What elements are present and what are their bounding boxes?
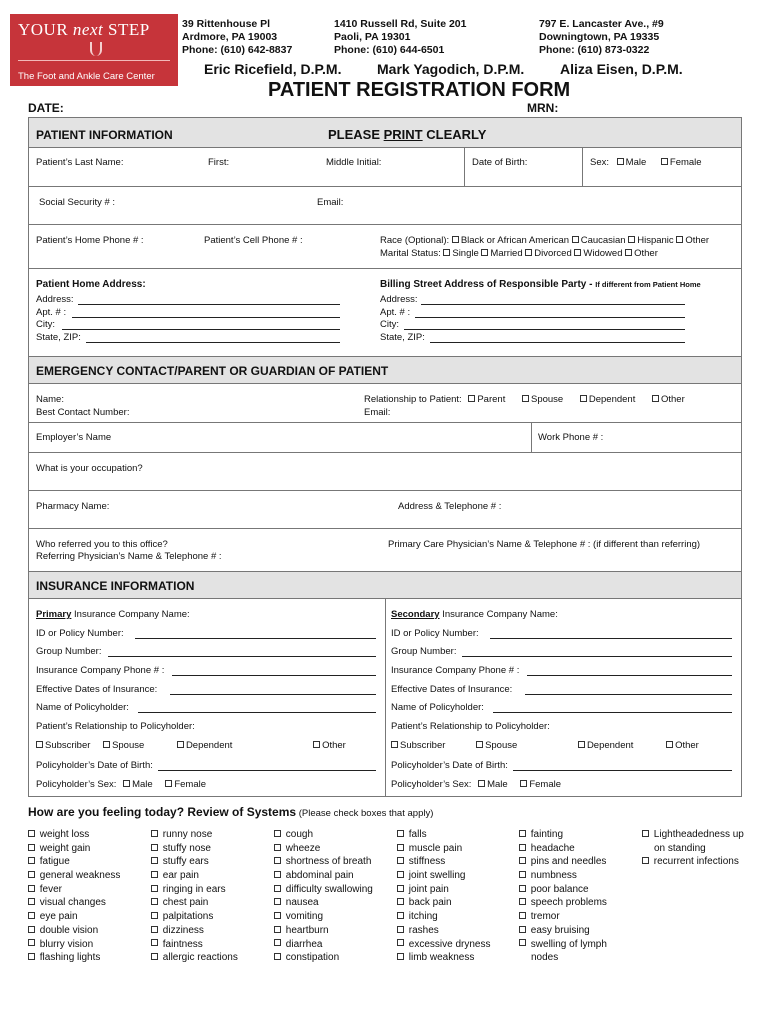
divider: [28, 490, 742, 491]
relationship-option: Parent: [477, 394, 506, 405]
checkbox-icon[interactable]: [519, 885, 526, 892]
primary-effective-input[interactable]: [170, 694, 376, 695]
checkbox-icon[interactable]: [522, 395, 529, 402]
doctor-name: Aliza Eisen, D.P.M.: [560, 61, 683, 77]
doctor-name: Mark Yagodich, D.P.M.: [377, 61, 525, 77]
ros-item[interactable]: diarrhea: [274, 938, 373, 952]
email-field[interactable]: Email:: [317, 197, 344, 208]
ph-sex-male: Male: [132, 779, 153, 790]
ros-item[interactable]: ear pain: [151, 869, 238, 883]
secondary-id-input[interactable]: [490, 638, 732, 639]
ros-item[interactable]: wheeze: [274, 842, 373, 856]
marital-option: Widowed: [583, 248, 623, 259]
marital-option: Divorced: [534, 248, 572, 259]
ros-item[interactable]: weight gain: [28, 842, 120, 856]
checkbox-icon[interactable]: [28, 830, 35, 837]
divider: [28, 383, 742, 384]
checkbox-icon[interactable]: [661, 158, 668, 165]
ros-item[interactable]: difficulty swallowing: [274, 883, 373, 897]
ros-item[interactable]: abdominal pain: [274, 869, 373, 883]
checkbox-icon[interactable]: [274, 926, 281, 933]
ros-column-4: [397, 828, 490, 965]
ros-item[interactable]: back pain: [397, 896, 490, 910]
primary-company-name-field[interactable]: Primary Insurance Company Name:: [36, 609, 190, 620]
checkbox-icon[interactable]: [397, 912, 404, 919]
checkbox-icon[interactable]: [519, 830, 526, 837]
last-name-field[interactable]: Patient’s Last Name:: [36, 157, 124, 168]
apt-input[interactable]: [72, 317, 340, 318]
city-input[interactable]: [62, 329, 340, 330]
checkbox-icon[interactable]: [397, 926, 404, 933]
emergency-name-field[interactable]: Name:: [36, 394, 64, 405]
date-label: DATE:: [28, 101, 64, 115]
checkbox-icon[interactable]: [478, 780, 485, 787]
patient-info-header: PATIENT INFORMATION: [36, 128, 173, 142]
secondary-phone-input[interactable]: [527, 675, 732, 676]
divider: [28, 224, 742, 225]
checkbox-icon[interactable]: [525, 249, 532, 256]
billing-city-label: City:: [380, 319, 399, 330]
logo-tagline: The Foot and Ankle Care Center: [18, 71, 155, 82]
checkbox-icon[interactable]: [274, 939, 281, 946]
ros-item[interactable]: fever: [28, 883, 120, 897]
relationship-option: Other: [660, 394, 685, 405]
checkbox-icon[interactable]: [628, 236, 635, 243]
checkbox-icon[interactable]: [151, 830, 158, 837]
checkbox-icon[interactable]: [274, 885, 281, 892]
checkbox-icon[interactable]: [397, 939, 404, 946]
ros-column-2: [151, 828, 238, 965]
secondary-company-name-field[interactable]: Secondary Insurance Company Name:: [391, 609, 558, 620]
divider: [28, 571, 742, 572]
ros-item[interactable]: rashes: [397, 924, 490, 938]
checkbox-icon[interactable]: [397, 844, 404, 851]
middle-initial-field[interactable]: Middle Initial:: [326, 157, 382, 168]
billing-state-zip-input[interactable]: [430, 342, 685, 343]
address-label: Address:: [36, 294, 74, 305]
pcp-field[interactable]: Primary Care Physician’s Name & Telephone # : (if different than referring): [388, 539, 701, 550]
primary-phone-input[interactable]: [172, 675, 376, 676]
ph-sex-label: Policyholder’s Sex:: [391, 779, 472, 790]
billing-apt-input[interactable]: [415, 317, 685, 318]
office-city: Downingtown, PA 19335: [539, 31, 660, 43]
sex-female-label: Female: [669, 157, 702, 168]
divider: [582, 147, 583, 186]
work-phone-field[interactable]: Work Phone # :: [538, 432, 604, 443]
secondary-policyholder-label: Name of Policyholder:: [391, 702, 484, 713]
ros-item[interactable]: flashing lights: [28, 951, 120, 965]
divider: [531, 422, 532, 452]
checkbox-icon[interactable]: [28, 885, 35, 892]
billing-apt-label: Apt. # :: [380, 307, 411, 318]
checkbox-icon[interactable]: [397, 898, 404, 905]
checkbox-icon[interactable]: [151, 912, 158, 919]
office-street: 39 Rittenhouse Pl: [182, 18, 271, 30]
checkbox-icon[interactable]: [642, 857, 649, 864]
relationship-option: Other: [322, 740, 346, 751]
ph-sex-female: Female: [529, 779, 562, 790]
pharmacy-address-field[interactable]: Address & Telephone # :: [398, 501, 502, 512]
ros-column-6: [642, 828, 744, 869]
ros-item[interactable]: ringing in ears: [151, 883, 238, 897]
divider: [385, 598, 386, 797]
divider: [28, 268, 742, 269]
checkbox-icon[interactable]: [274, 830, 281, 837]
ros-item[interactable]: palpitations: [151, 910, 238, 924]
city-label: City:: [36, 319, 55, 330]
checkbox-icon[interactable]: [519, 898, 526, 905]
checkbox-icon[interactable]: [519, 912, 526, 919]
race-option: Hispanic: [637, 235, 674, 246]
checkbox-icon[interactable]: [274, 857, 281, 864]
secondary-id-label: ID or Policy Number:: [391, 628, 479, 639]
checkbox-icon[interactable]: [151, 898, 158, 905]
divider: [464, 147, 465, 186]
apt-label: Apt. # :: [36, 307, 67, 318]
ros-item[interactable]: itching: [397, 910, 490, 924]
primary-phone-label: Insurance Company Phone # :: [36, 665, 165, 676]
checkbox-icon[interactable]: [574, 249, 581, 256]
relationship-label: Relationship to Patient:: [364, 394, 462, 405]
checkbox-icon[interactable]: [397, 953, 404, 960]
checkbox-icon[interactable]: [28, 844, 35, 851]
checkbox-icon[interactable]: [578, 741, 585, 748]
ros-column-3: [274, 828, 373, 965]
billing-address-heading: Billing Street Address of Responsible Party - If different from Patient Home: [380, 279, 701, 290]
divider: [28, 422, 742, 423]
primary-ph-sex-field: [36, 779, 206, 790]
relationship-option: Dependent: [185, 740, 233, 751]
secondary-group-label: Group Number:: [391, 646, 457, 657]
relationship-option: Other: [675, 740, 699, 751]
relationship-option: Subscriber: [45, 740, 91, 751]
secondary-phone-label: Insurance Company Phone # :: [391, 665, 520, 676]
ros-item[interactable]: blurry vision: [28, 938, 120, 952]
ros-item[interactable]: heartburn: [274, 924, 373, 938]
divider: [28, 186, 742, 187]
ros-item[interactable]: falls: [397, 828, 490, 842]
state-zip-label: State, ZIP:: [36, 332, 81, 343]
office-phone: Phone: (610) 642-8837: [182, 44, 293, 56]
checkbox-icon[interactable]: [274, 844, 281, 851]
ros-item[interactable]: excessive dryness: [397, 938, 490, 952]
ros-item[interactable]: poor balance: [519, 883, 607, 897]
ros-item[interactable]: constipation: [274, 951, 373, 965]
checkbox-icon[interactable]: [151, 926, 158, 933]
race-option: Black or African American: [460, 235, 570, 246]
doctor-name: Eric Ricefield, D.P.M.: [204, 61, 342, 77]
marital-label: Marital Status:: [380, 248, 441, 259]
ros-item[interactable]: stuffy nose: [151, 842, 238, 856]
checkbox-icon[interactable]: [28, 857, 35, 864]
divider: [28, 528, 742, 529]
secondary-policyholder-input[interactable]: [493, 712, 732, 713]
checkbox-icon[interactable]: [519, 926, 526, 933]
marital-option: Other: [634, 248, 658, 259]
checkbox-icon[interactable]: [123, 780, 130, 787]
ros-item-continuation: nodes: [531, 952, 559, 964]
ros-column-1: [28, 828, 120, 965]
ph-sex-female: Female: [174, 779, 207, 790]
checkbox-icon[interactable]: [617, 158, 624, 165]
relationship-option: Spouse: [530, 394, 564, 405]
checkbox-icon[interactable]: [274, 953, 281, 960]
office-downingtown: [539, 18, 664, 57]
occupation-field[interactable]: What is your occupation?: [36, 463, 143, 474]
checkbox-icon[interactable]: [519, 844, 526, 851]
race-option: Other: [685, 235, 710, 246]
ros-item[interactable]: headache: [519, 842, 607, 856]
office-city: Paoli, PA 19301: [334, 31, 411, 43]
ros-item-continuation: on standing: [654, 842, 706, 854]
checkbox-icon[interactable]: [397, 830, 404, 837]
office-phone: Phone: (610) 644-6501: [334, 44, 445, 56]
ros-item[interactable]: pins and needles: [519, 855, 607, 869]
form-title: PATIENT REGISTRATION FORM: [268, 79, 571, 101]
checkbox-icon[interactable]: [274, 912, 281, 919]
checkbox-icon[interactable]: [476, 741, 483, 748]
home-phone-field[interactable]: Patient’s Home Phone # :: [36, 235, 144, 246]
ros-column-5: [519, 828, 607, 965]
home-address-heading: Patient Home Address:: [36, 279, 146, 290]
ph-sex-label: Policyholder’s Sex:: [36, 779, 117, 790]
emergency-header: EMERGENCY CONTACT/PARENT OR GUARDIAN OF PATIENT: [36, 364, 389, 378]
checkbox-icon[interactable]: [625, 249, 632, 256]
sex-label: Sex:: [590, 157, 610, 168]
ros-item[interactable]: dizziness: [151, 924, 238, 938]
checkbox-icon[interactable]: [520, 780, 527, 787]
race-option: Caucasian: [580, 235, 626, 246]
cell-phone-field[interactable]: Patient’s Cell Phone # :: [204, 235, 303, 246]
primary-group-input[interactable]: [108, 656, 376, 657]
ros-item[interactable]: fainting: [519, 828, 607, 842]
checkbox-icon[interactable]: [642, 830, 649, 837]
checkbox-icon[interactable]: [652, 395, 659, 402]
secondary-group-input[interactable]: [462, 656, 732, 657]
secondary-ph-sex-field: [391, 779, 561, 790]
checkbox-icon[interactable]: [28, 926, 35, 933]
billing-address-input[interactable]: [421, 304, 685, 305]
checkbox-icon[interactable]: [151, 844, 158, 851]
checkbox-icon[interactable]: [519, 939, 526, 946]
foot-logo-icon: [90, 42, 102, 56]
logo-wordmark: YOUR next STEP: [18, 20, 150, 39]
referring-physician-field[interactable]: Referring Physician’s Name & Telephone # :: [36, 551, 222, 562]
checkbox-icon[interactable]: [274, 871, 281, 878]
primary-ph-dob-label: Policyholder’s Date of Birth:: [36, 760, 153, 771]
checkbox-icon[interactable]: [676, 236, 683, 243]
checkbox-icon[interactable]: [151, 885, 158, 892]
checkbox-icon[interactable]: [151, 857, 158, 864]
marital-option: Married: [490, 248, 523, 259]
primary-policyholder-input[interactable]: [138, 712, 376, 713]
state-zip-input[interactable]: [86, 342, 340, 343]
checkbox-icon[interactable]: [397, 857, 404, 864]
first-name-field[interactable]: First:: [208, 157, 230, 168]
pharmacy-field[interactable]: Pharmacy Name:: [36, 501, 110, 512]
emergency-email-field[interactable]: Email:: [364, 407, 391, 418]
checkbox-icon[interactable]: [580, 395, 587, 402]
referred-by-field[interactable]: Who referred you to this office?: [36, 539, 168, 550]
race-field: [380, 235, 709, 246]
primary-id-label: ID or Policy Number:: [36, 628, 124, 639]
checkbox-icon[interactable]: [666, 741, 673, 748]
ssn-field[interactable]: Social Security # :: [39, 197, 116, 208]
secondary-effective-label: Effective Dates of Insurance:: [391, 684, 513, 695]
print-clearly-note: PLEASE PRINT CLEARLY: [328, 127, 487, 142]
checkbox-icon[interactable]: [519, 871, 526, 878]
ros-item[interactable]: faintness: [151, 938, 238, 952]
secondary-relationship-options: [391, 740, 699, 751]
ros-item[interactable]: recurrent infections: [642, 855, 744, 869]
primary-ph-dob-input[interactable]: [158, 770, 376, 771]
primary-group-label: Group Number:: [36, 646, 102, 657]
checkbox-icon[interactable]: [28, 871, 35, 878]
ph-sex-male: Male: [487, 779, 508, 790]
office-city: Ardmore, PA 19003: [182, 31, 278, 43]
secondary-relationship-label: Patient’s Relationship to Policyholder:: [391, 721, 550, 732]
ros-item[interactable]: general weakness: [28, 869, 120, 883]
sex-field: [590, 157, 702, 168]
ros-item[interactable]: shortness of breath: [274, 855, 373, 869]
best-contact-field[interactable]: Best Contact Number:: [36, 407, 130, 418]
checkbox-icon[interactable]: [151, 871, 158, 878]
address-input[interactable]: [78, 304, 340, 305]
divider: [28, 452, 742, 453]
office-street: 1410 Russell Rd, Suite 201: [334, 18, 467, 30]
ros-item[interactable]: Lightheadedness up: [642, 828, 744, 842]
ros-item[interactable]: numbness: [519, 869, 607, 883]
primary-relationship-options: [36, 740, 346, 751]
checkbox-icon[interactable]: [313, 741, 320, 748]
ros-item[interactable]: nausea: [274, 896, 373, 910]
sex-male-label: Male: [625, 157, 647, 168]
ros-item[interactable]: limb weakness: [397, 951, 490, 965]
office-ardmore: [182, 18, 292, 57]
checkbox-icon[interactable]: [481, 249, 488, 256]
relationship-option: Dependent: [588, 394, 636, 405]
office-phone: Phone: (610) 873-0322: [539, 44, 650, 56]
logo-divider: [18, 60, 170, 61]
race-label: Race (Optional):: [380, 235, 450, 246]
ros-item[interactable]: tremor: [519, 910, 607, 924]
office-paoli: [334, 18, 466, 57]
ros-item[interactable]: swelling of lymph: [519, 938, 607, 952]
mrn-label: MRN:: [527, 101, 559, 115]
checkbox-icon[interactable]: [274, 898, 281, 905]
relationship-option: Subscriber: [400, 740, 446, 751]
ros-item[interactable]: eye pain: [28, 910, 120, 924]
checkbox-icon[interactable]: [28, 953, 35, 960]
checkbox-icon[interactable]: [36, 741, 43, 748]
ros-item[interactable]: chest pain: [151, 896, 238, 910]
employer-field[interactable]: Employer’s Name: [36, 432, 112, 443]
insurance-header: INSURANCE INFORMATION: [36, 579, 195, 593]
ros-item[interactable]: speech problems: [519, 896, 607, 910]
checkbox-icon[interactable]: [391, 741, 398, 748]
checkbox-icon[interactable]: [28, 898, 35, 905]
ros-item[interactable]: joint swelling: [397, 869, 490, 883]
relationship-option: Spouse: [112, 740, 145, 751]
divider: [28, 147, 742, 148]
checkbox-icon[interactable]: [443, 249, 450, 256]
checkbox-icon[interactable]: [397, 885, 404, 892]
ros-item[interactable]: easy bruising: [519, 924, 607, 938]
relationship-option: Spouse: [485, 740, 518, 751]
review-of-systems-heading: How are you feeling today? Review of Systems (Please check boxes that apply): [28, 805, 434, 819]
checkbox-icon[interactable]: [572, 236, 579, 243]
checkbox-icon[interactable]: [151, 939, 158, 946]
ros-item[interactable]: visual changes: [28, 896, 120, 910]
relationship-field: [364, 394, 685, 405]
relationship-option: Dependent: [586, 740, 634, 751]
ros-item[interactable]: weight loss: [28, 828, 120, 842]
billing-city-input[interactable]: [404, 329, 685, 330]
primary-relationship-label: Patient’s Relationship to Policyholder:: [36, 721, 195, 732]
checkbox-icon[interactable]: [28, 939, 35, 946]
checkbox-icon[interactable]: [177, 741, 184, 748]
ros-item[interactable]: joint pain: [397, 883, 490, 897]
ros-item[interactable]: stuffy ears: [151, 855, 238, 869]
divider: [28, 356, 742, 357]
primary-effective-label: Effective Dates of Insurance:: [36, 684, 158, 695]
checkbox-icon[interactable]: [519, 857, 526, 864]
practice-logo: [10, 14, 178, 86]
checkbox-icon[interactable]: [468, 395, 475, 402]
marital-option: Single: [452, 248, 479, 259]
ros-item[interactable]: stiffness: [397, 855, 490, 869]
ros-item[interactable]: vomiting: [274, 910, 373, 924]
checkbox-icon[interactable]: [452, 236, 459, 243]
primary-id-input[interactable]: [135, 638, 376, 639]
dob-field[interactable]: Date of Birth:: [472, 157, 528, 168]
billing-state-zip-label: State, ZIP:: [380, 332, 425, 343]
secondary-effective-input[interactable]: [525, 694, 732, 695]
ros-item[interactable]: muscle pain: [397, 842, 490, 856]
ros-item[interactable]: cough: [274, 828, 373, 842]
secondary-ph-dob-label: Policyholder’s Date of Birth:: [391, 760, 508, 771]
marital-field: [380, 248, 658, 259]
checkbox-icon[interactable]: [151, 953, 158, 960]
ros-item[interactable]: fatigue: [28, 855, 120, 869]
checkbox-icon[interactable]: [28, 912, 35, 919]
secondary-ph-dob-input[interactable]: [513, 770, 732, 771]
office-street: 797 E. Lancaster Ave., #9: [539, 18, 664, 30]
checkbox-icon[interactable]: [397, 871, 404, 878]
checkbox-icon[interactable]: [165, 780, 172, 787]
checkbox-icon[interactable]: [103, 741, 110, 748]
ros-item[interactable]: double vision: [28, 924, 120, 938]
billing-address-label: Address:: [380, 294, 418, 305]
ros-item[interactable]: runny nose: [151, 828, 238, 842]
primary-policyholder-label: Name of Policyholder:: [36, 702, 129, 713]
ros-item[interactable]: allergic reactions: [151, 951, 238, 965]
